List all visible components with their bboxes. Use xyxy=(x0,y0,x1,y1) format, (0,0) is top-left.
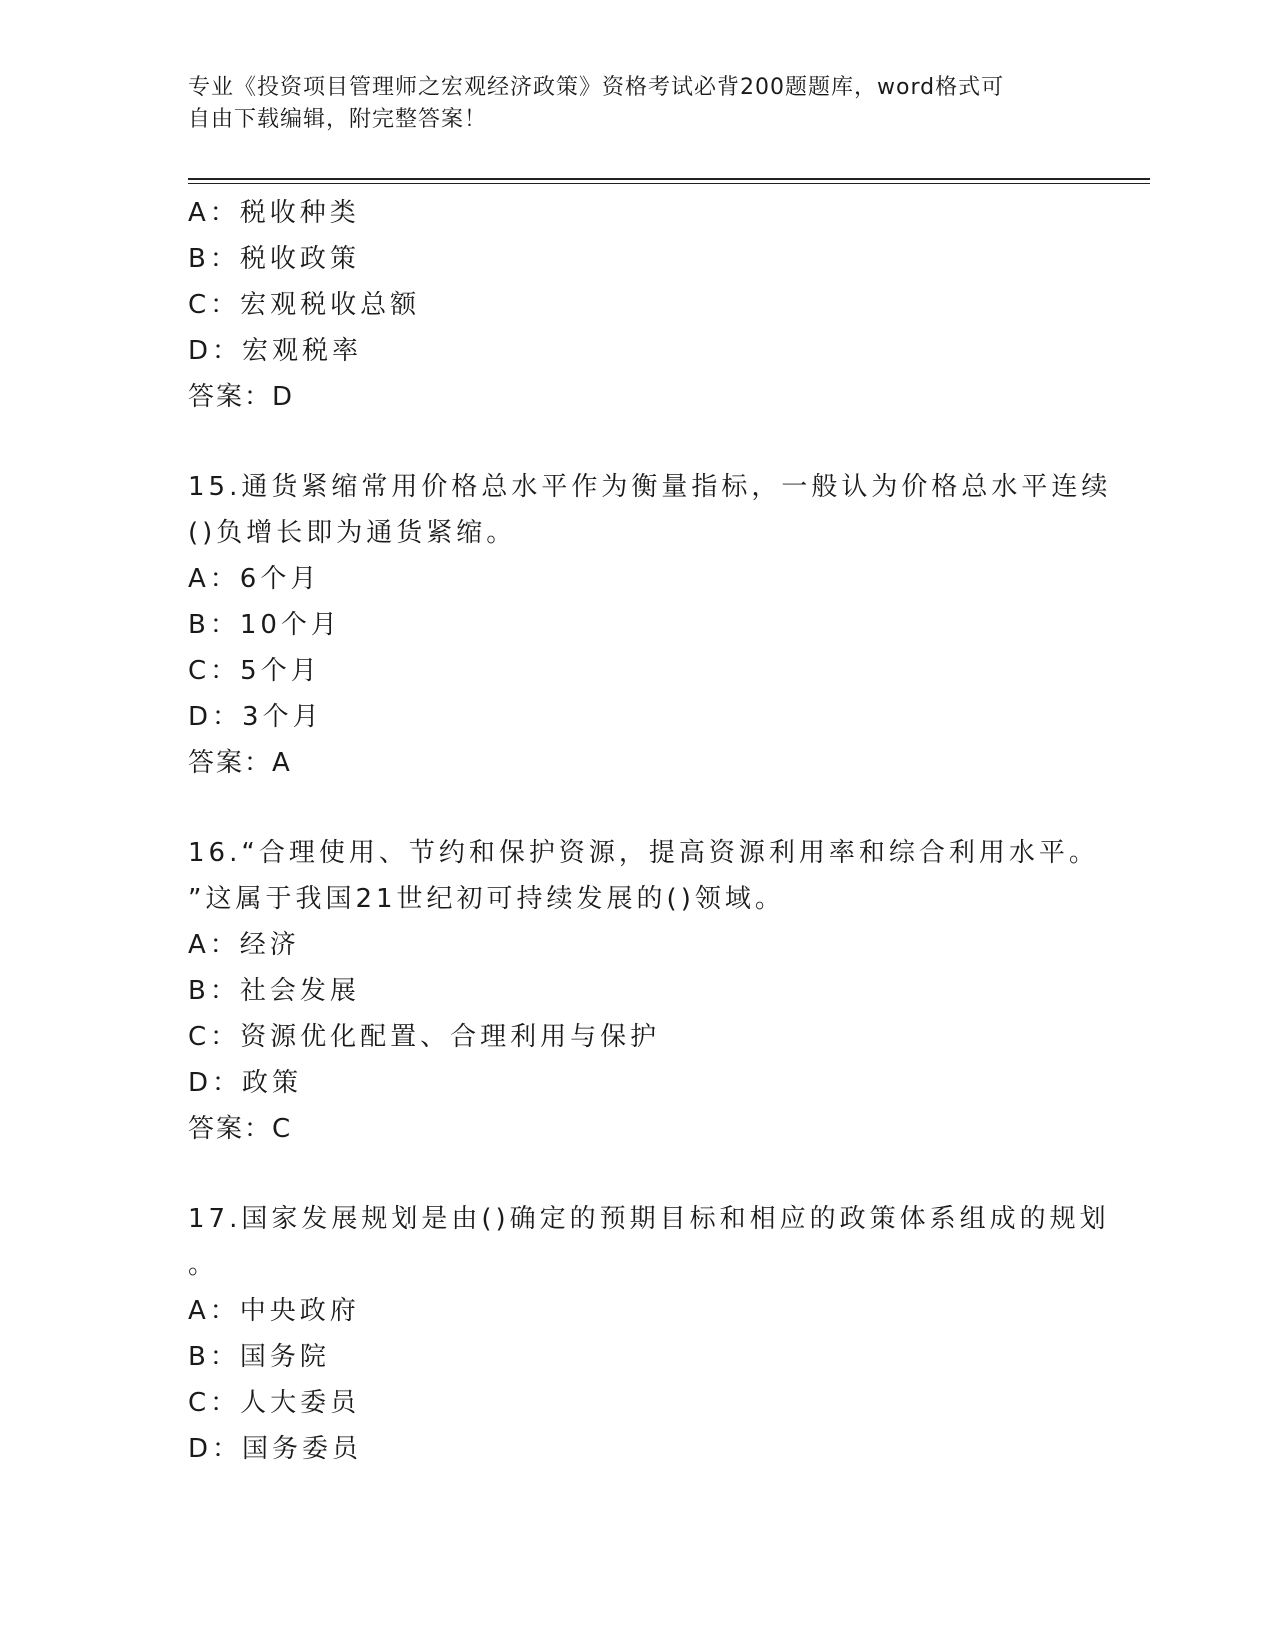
question-16 xyxy=(188,830,1099,1152)
question-17 xyxy=(188,1196,1110,1472)
option-a: A：6个月 xyxy=(188,564,321,594)
option-b: B：国务院 xyxy=(188,1342,330,1372)
stem-line-2: 。 xyxy=(188,1250,219,1280)
question-15 xyxy=(188,464,1112,786)
answer-label: 答案： xyxy=(188,748,273,778)
stem-line-1: 16.“合理使用、节约和保护资源，提高资源利用率和综合利用水平。 xyxy=(188,838,1099,868)
stem-line-1: 17.国家发展规划是由()确定的预期目标和相应的政策体系组成的规划 xyxy=(188,1204,1110,1234)
answer-line xyxy=(188,374,1088,420)
answer-label: 答案： xyxy=(188,1114,273,1144)
header-rule-thick xyxy=(188,178,1150,180)
header-line-2: 自由下载编辑，附完整答案！ xyxy=(188,107,488,132)
answer-value: C xyxy=(272,1114,293,1144)
document-header xyxy=(188,72,1088,136)
option-b: B：税收政策 xyxy=(188,244,360,274)
header-line-1: 专业《投资项目管理师之宏观经济政策》资格考试必背200题题库，word格式可 xyxy=(188,75,1005,100)
option-a: A：中央政府 xyxy=(188,1296,360,1326)
answer-line xyxy=(188,740,1088,786)
option-c: C：人大委员 xyxy=(188,1388,361,1418)
question-stem xyxy=(188,464,1112,556)
question-14 xyxy=(188,190,1088,420)
option-a: A：经济 xyxy=(188,930,300,960)
option-d: D：国务委员 xyxy=(188,1434,363,1464)
stem-line-2: ()负增长即为通货紧缩。 xyxy=(188,518,517,548)
stem-line-2: ”这属于我国21世纪初可持续发展的()领域。 xyxy=(188,884,785,914)
option-c: C：5个月 xyxy=(188,656,321,686)
question-list xyxy=(188,190,1112,1472)
option-d: D：宏观税率 xyxy=(188,336,363,366)
stem-line-1: 15.通货紧缩常用价格总水平作为衡量指标，一般认为价格总水平连续 xyxy=(188,472,1112,502)
option-c: C：资源优化配置、合理利用与保护 xyxy=(188,1022,661,1052)
answer-value: D xyxy=(272,382,295,412)
option-c: C：宏观税收总额 xyxy=(188,290,421,320)
option-a: A：税收种类 xyxy=(188,198,360,228)
question-stem xyxy=(188,830,1099,922)
option-b: B：10个月 xyxy=(188,610,341,640)
option-d: D：3个月 xyxy=(188,702,323,732)
answer-label: 答案： xyxy=(188,382,273,412)
answer-line xyxy=(188,1106,1088,1152)
question-stem xyxy=(188,1196,1110,1288)
answer-value: A xyxy=(272,748,292,778)
header-rule-thin xyxy=(188,183,1150,184)
option-b: B：社会发展 xyxy=(188,976,360,1006)
option-d: D：政策 xyxy=(188,1068,303,1098)
